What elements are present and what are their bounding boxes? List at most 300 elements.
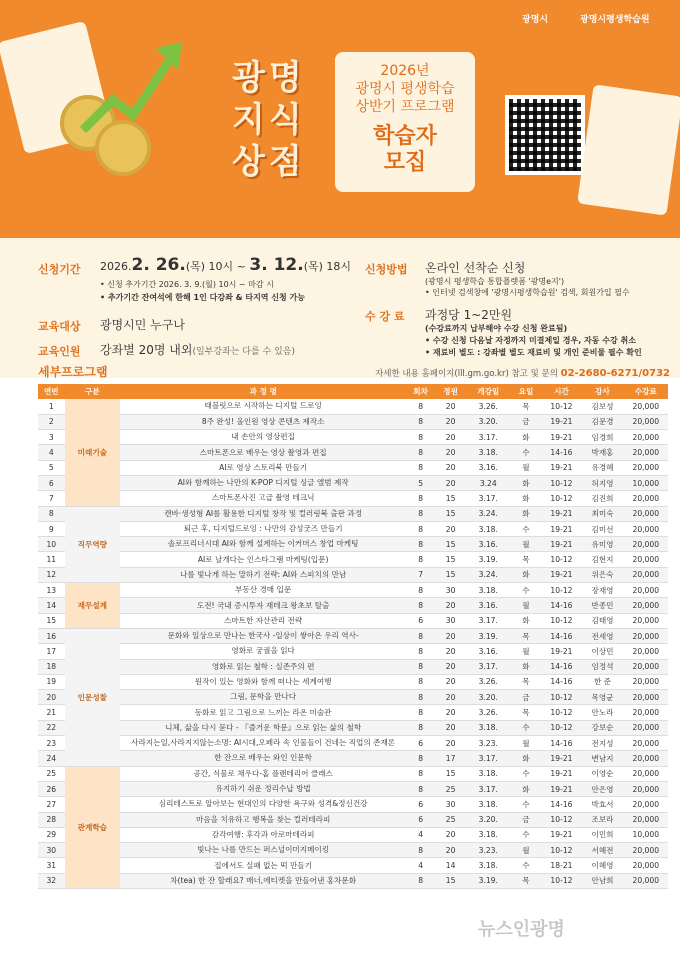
table-cell: 19-21 (542, 567, 582, 582)
column-header: 요일 (510, 384, 541, 399)
table-cell: 20,000 (624, 720, 668, 735)
table-cell: 3.18. (466, 720, 510, 735)
table-cell: 6 (406, 736, 435, 751)
table-cell: 24 (38, 751, 65, 766)
table-row (38, 491, 668, 506)
table-cell: 10-12 (542, 812, 582, 827)
table-cell: 19-21 (542, 430, 582, 445)
course-title-cell: 영화로 읽는 철학 : 실존주의 편 (120, 659, 406, 674)
table-cell: 1 (38, 399, 65, 414)
qr-code[interactable] (505, 95, 585, 175)
column-header: 과 정 명 (120, 384, 406, 399)
table-cell: 8 (406, 460, 435, 475)
fee-value: 과정당 1~2만원 (425, 308, 513, 322)
table-cell: 안노라 (581, 705, 623, 720)
column-header: 구분 (65, 384, 120, 399)
title-line1: 광명 (232, 58, 306, 98)
table-cell: 20 (435, 690, 466, 705)
table-cell: 15 (435, 552, 466, 567)
table-cell: 20,000 (624, 766, 668, 781)
course-title-cell: 그림, 문학을 만나다 (120, 690, 406, 705)
table-cell: 화 (510, 491, 541, 506)
table-cell: 20 (435, 720, 466, 735)
table-cell: 8 (406, 766, 435, 781)
table-cell: 강보순 (581, 720, 623, 735)
table-cell: 이민희 (581, 827, 623, 842)
table-cell: 3.23. (466, 843, 510, 858)
table-cell: 31 (38, 858, 65, 873)
table-cell: 14-16 (542, 736, 582, 751)
subtitle-program: 광명시 평생학습 (355, 81, 455, 97)
fee-note3: • 재료비 별도 : 강좌별 별도 재료비 및 개인 준비물 필수 확인 (425, 348, 642, 357)
table-cell: 김보성 (581, 399, 623, 414)
table-cell: 20,000 (624, 399, 668, 414)
table-cell: 20,000 (624, 690, 668, 705)
table-cell: 10-12 (542, 720, 582, 735)
table-cell: 18-21 (542, 858, 582, 873)
course-title-cell: AI로 영상 스토리북 만들기 (120, 460, 406, 475)
table-cell: 3.26. (466, 674, 510, 689)
table-cell: 김태영 (581, 613, 623, 628)
table-cell: 20,000 (624, 797, 668, 812)
table-cell: 20 (435, 460, 466, 475)
course-title-cell: 감각여행: 후각과 아로마테라피 (120, 827, 406, 842)
table-cell: 이영순 (581, 766, 623, 781)
table-cell: 이상민 (581, 644, 623, 659)
table-cell: 김문경 (581, 414, 623, 429)
table-cell: 20,000 (624, 430, 668, 445)
method-label: 신청방법 (365, 263, 408, 276)
apply-period-label: 신청기간 (38, 263, 81, 276)
table-cell: 19-21 (542, 827, 582, 842)
table-cell: 6 (38, 475, 65, 490)
title-line2: 지식 (232, 100, 306, 140)
course-title-cell: 공간, 식물로 채우다-홈 플랜테리어 클래스 (120, 766, 406, 781)
course-title-cell: 차(tea) 한 잔 할래요? 매너,에티켓을 만들어낸 홍차문화 (120, 873, 406, 888)
table-cell: 수 (510, 827, 541, 842)
table-cell: 목영균 (581, 690, 623, 705)
table-cell: 8 (406, 521, 435, 536)
table-cell: 10-12 (542, 399, 582, 414)
table-cell: 20 (435, 827, 466, 842)
table-cell: 28 (38, 812, 65, 827)
table-row (38, 445, 668, 460)
course-title-cell: 8주 완성! 올인원 영상 콘텐츠 제작소 (120, 414, 406, 429)
recruit-line2: 모집 (383, 150, 427, 175)
table-cell: 17 (435, 751, 466, 766)
table-cell: 유미영 (581, 537, 623, 552)
table-cell: 15 (435, 537, 466, 552)
table-cell: 20,000 (624, 812, 668, 827)
table-cell: 10-12 (542, 613, 582, 628)
table-cell: 이혜영 (581, 858, 623, 873)
extra-period: • 신청 추가기간 2026. 3. 9.(월) 10시 ~ 마감 시 (100, 280, 274, 289)
table-cell: 8 (406, 843, 435, 858)
table-cell: 14 (38, 598, 65, 613)
table-cell: 20 (435, 475, 466, 490)
table-cell: 16 (38, 628, 65, 643)
table-cell: 3.17. (466, 781, 510, 796)
table-cell: 3.18. (466, 445, 510, 460)
table-cell: 화 (510, 751, 541, 766)
course-title-cell: AI와 함께하는 나만의 K-POP 디지털 싱글 앨범 제작 (120, 475, 406, 490)
extra-note: • 추가기간 잔여석에 한해 1인 다강좌 & 타지역 신청 가능 (100, 293, 306, 302)
table-cell: 8 (406, 430, 435, 445)
subtitle-box (335, 52, 475, 192)
column-header: 강사 (581, 384, 623, 399)
table-cell: 14-16 (542, 445, 582, 460)
table-row (38, 797, 668, 812)
program-table (38, 384, 668, 889)
table-cell: 20,000 (624, 598, 668, 613)
table-cell: 박효서 (581, 797, 623, 812)
method-note1: (광명시 평생학습 통합플랫폼 '광명e지') (425, 277, 565, 286)
table-cell: 19-21 (542, 521, 582, 536)
table-cell: 3.17. (466, 659, 510, 674)
table-cell: 10-12 (542, 552, 582, 567)
table-cell: 14-16 (542, 674, 582, 689)
table-cell: 8 (406, 690, 435, 705)
table-cell: 20,000 (624, 873, 668, 888)
table-cell: 3.19. (466, 552, 510, 567)
table-cell: 3.18. (466, 583, 510, 598)
table-cell: 6 (406, 812, 435, 827)
table-cell: 서혜전 (581, 843, 623, 858)
table-cell: 수 (510, 858, 541, 873)
table-cell: 20,000 (624, 628, 668, 643)
table-cell: 20,000 (624, 736, 668, 751)
table-row (38, 781, 668, 796)
table-cell: 10-12 (542, 491, 582, 506)
table-cell: 19-21 (542, 414, 582, 429)
table-cell: 수 (510, 583, 541, 598)
table-cell: 전세영 (581, 628, 623, 643)
table-cell: 9 (38, 521, 65, 536)
table-cell: 3.17. (466, 491, 510, 506)
table-cell: 4 (406, 827, 435, 842)
table-cell: 8 (406, 659, 435, 674)
course-title-cell: 문화와 일상으로 만나는 한국사 -일상이 쌓아온 우리 역사- (120, 628, 406, 643)
table-cell: 12 (38, 567, 65, 582)
table-cell: 금 (510, 690, 541, 705)
table-row (38, 873, 668, 888)
table-cell: 14-16 (542, 598, 582, 613)
fee-note2: • 수강 신청 다음날 자정까지 미결제일 경우, 자동 수강 취소 (425, 336, 636, 345)
table-cell: 14 (435, 858, 466, 873)
course-title-cell: 스마트한 자산관리 전략 (120, 613, 406, 628)
course-title-cell: 태블릿으로 시작하는 디지털 드로잉 (120, 399, 406, 414)
table-cell: 최미숙 (581, 506, 623, 521)
course-title-cell: 나를 빛나게 하는 말하기 전략: AI와 스피치의 만남 (120, 567, 406, 582)
table-cell: 한 준 (581, 674, 623, 689)
table-row (38, 475, 668, 490)
table-cell: 20 (435, 736, 466, 751)
table-cell: 3.26. (466, 705, 510, 720)
table-cell: 15 (435, 491, 466, 506)
table-cell: 19-21 (542, 460, 582, 475)
table-cell: 월 (510, 537, 541, 552)
course-title-cell: 스마트폰으로 배우는 영상 촬영과 편집 (120, 445, 406, 460)
table-cell: 19-21 (542, 644, 582, 659)
table-cell: 6 (406, 797, 435, 812)
table-cell: 7 (38, 491, 65, 506)
institute-logo: 광명시평생학습원 (580, 15, 650, 25)
course-title-cell: 도전! 국내 증시투자 재테크 왕초보 탈출 (120, 598, 406, 613)
table-cell: 8 (406, 873, 435, 888)
table-cell: 20,000 (624, 781, 668, 796)
table-cell: 4 (38, 445, 65, 460)
table-cell: 위은숙 (581, 567, 623, 582)
table-cell: 김진희 (581, 491, 623, 506)
table-cell: 월 (510, 644, 541, 659)
table-cell: 8 (406, 751, 435, 766)
table-cell: 3.19. (466, 628, 510, 643)
table-cell: 조보라 (581, 812, 623, 827)
course-title-cell: AI로 날개다는 인스타그램 마케팅(입문) (120, 552, 406, 567)
subtitle-year: 2026년 (380, 63, 430, 79)
table-cell: 3.26. (466, 399, 510, 414)
table-cell: 14-16 (542, 628, 582, 643)
category-cell: 직무역량 (65, 506, 120, 582)
table-cell: 20,000 (624, 414, 668, 429)
table-cell: 목 (510, 705, 541, 720)
table-cell: 15 (38, 613, 65, 628)
course-title-cell: 동화로 읽고 그림으로 느끼는 라온 미술관 (120, 705, 406, 720)
table-cell: 8 (406, 491, 435, 506)
table-cell: 금 (510, 812, 541, 827)
table-cell: 3.16. (466, 644, 510, 659)
table-cell: 3.24 (466, 475, 510, 490)
table-row (38, 414, 668, 429)
fee-note1: (수강료까지 납부해야 수강 신청 완료됨) (425, 324, 568, 333)
table-cell: 유경혜 (581, 460, 623, 475)
table-header-row (38, 384, 668, 399)
table-cell: 14-16 (542, 797, 582, 812)
target-label: 교육대상 (38, 320, 81, 333)
table-row (38, 659, 668, 674)
table-cell: 안남희 (581, 873, 623, 888)
table-cell: 3.17. (466, 751, 510, 766)
course-title-cell: 유지하기 쉬운 정리수납 방법 (120, 781, 406, 796)
table-cell: 8 (406, 598, 435, 613)
table-cell: 19-21 (542, 537, 582, 552)
table-cell: 화 (510, 613, 541, 628)
apply-period-value: 2026.2. 26.(목) 10시 ~ 3. 12.(목) 18시 (100, 255, 352, 275)
table-cell: 3.16. (466, 537, 510, 552)
recruit-line1: 학습자 (373, 124, 437, 149)
table-cell: 20,000 (624, 552, 668, 567)
table-cell: 15 (435, 766, 466, 781)
table-cell: 3.18. (466, 827, 510, 842)
table-row (38, 690, 668, 705)
table-cell: 8 (406, 399, 435, 414)
table-cell: 20,000 (624, 659, 668, 674)
course-title-cell: 영화로 궁궐을 읽다 (120, 644, 406, 659)
column-header: 시간 (542, 384, 582, 399)
table-cell: 18 (38, 659, 65, 674)
table-cell: 화 (510, 430, 541, 445)
table-cell: 30 (435, 613, 466, 628)
section-title: 세부프로그램 (38, 365, 108, 379)
course-title-cell: 빛나는 나를 만드는 퍼스널이미지메이킹 (120, 843, 406, 858)
column-header: 개강일 (466, 384, 510, 399)
table-cell: 8 (406, 705, 435, 720)
table-cell: 20,000 (624, 567, 668, 582)
table-row (38, 628, 668, 643)
table-cell: 20,000 (624, 843, 668, 858)
table-cell: 20 (435, 674, 466, 689)
column-header: 연번 (38, 384, 65, 399)
city-logo: 광명시 (522, 15, 549, 25)
table-cell: 10-12 (542, 843, 582, 858)
table-cell: 30 (435, 583, 466, 598)
category-cell: 인문성찰 (65, 628, 120, 766)
table-row (38, 567, 668, 582)
table-cell: 20 (435, 414, 466, 429)
table-row (38, 858, 668, 873)
table-row (38, 506, 668, 521)
table-row (38, 598, 668, 613)
method-note2: • 인터넷 검색창에 '광명시평생학습원' 검색, 회원가입 필수 (425, 288, 630, 297)
table-cell: 3.17. (466, 613, 510, 628)
table-cell: 19-21 (542, 781, 582, 796)
table-cell: 15 (435, 873, 466, 888)
table-cell: 8 (406, 583, 435, 598)
table-cell: 20,000 (624, 445, 668, 460)
column-header: 수강료 (624, 384, 668, 399)
table-cell: 10-12 (542, 705, 582, 720)
table-cell: 장재영 (581, 583, 623, 598)
table-cell: 8 (406, 506, 435, 521)
table-cell: 3.18. (466, 858, 510, 873)
table-cell: 김미선 (581, 521, 623, 536)
table-cell: 8 (406, 720, 435, 735)
table-cell: 19-21 (542, 751, 582, 766)
table-cell: 8 (406, 644, 435, 659)
table-cell: 월 (510, 736, 541, 751)
table-cell: 3.18. (466, 766, 510, 781)
table-row (38, 460, 668, 475)
table-cell: 3.17. (466, 430, 510, 445)
table-cell: 10 (38, 537, 65, 552)
table-cell: 전지성 (581, 736, 623, 751)
table-cell: 20,000 (624, 751, 668, 766)
table-cell: 20,000 (624, 705, 668, 720)
table-row (38, 705, 668, 720)
table-cell: 월 (510, 460, 541, 475)
table-cell: 20 (435, 843, 466, 858)
course-title-cell: 원작이 있는 영화와 함께 떠나는 세계여행 (120, 674, 406, 689)
table-cell: 10,000 (624, 475, 668, 490)
table-row (38, 521, 668, 536)
table-row (38, 613, 668, 628)
table-cell: 목 (510, 552, 541, 567)
course-title-cell: 집에서도 실패 없는 떡 만들기 (120, 858, 406, 873)
course-title-cell: 내 손안의 영상편집 (120, 430, 406, 445)
table-cell: 화 (510, 781, 541, 796)
table-cell: 23 (38, 736, 65, 751)
table-cell: 25 (435, 781, 466, 796)
table-cell: 20,000 (624, 521, 668, 536)
table-cell: 20 (435, 628, 466, 643)
table-cell: 8 (38, 506, 65, 521)
table-cell: 금 (510, 414, 541, 429)
table-cell: 20,000 (624, 674, 668, 689)
table-cell: 20,000 (624, 491, 668, 506)
capacity-value: 강좌별 20명 내외(일부강좌는 다를 수 있음) (100, 343, 295, 357)
hero-banner (0, 0, 680, 238)
table-cell: 20,000 (624, 537, 668, 552)
table-cell: 20,000 (624, 506, 668, 521)
table-cell: 5 (38, 460, 65, 475)
table-cell: 29 (38, 827, 65, 842)
table-cell: 20 (435, 705, 466, 720)
category-cell: 미래기술 (65, 399, 120, 506)
table-cell: 20 (435, 644, 466, 659)
table-cell: 20 (435, 659, 466, 674)
table-cell: 20 (435, 598, 466, 613)
table-cell: 13 (38, 583, 65, 598)
table-cell: 10,000 (624, 827, 668, 842)
course-title-cell: 한 잔으로 배우는 와인 인문학 (120, 751, 406, 766)
table-row (38, 751, 668, 766)
table-cell: 20 (38, 690, 65, 705)
table-cell: 19 (38, 674, 65, 689)
table-cell: 6 (406, 613, 435, 628)
table-cell: 3.20. (466, 414, 510, 429)
table-cell: 21 (38, 705, 65, 720)
table-cell: 3.18. (466, 797, 510, 812)
table-cell: 3.16. (466, 460, 510, 475)
table-row (38, 552, 668, 567)
course-title-cell: 솔로프리너시대 AI와 함께 설계하는 이커머스 창업 마케팅 (120, 537, 406, 552)
column-header: 정원 (435, 384, 466, 399)
table-cell: 20,000 (624, 644, 668, 659)
table-cell: 3.24. (466, 506, 510, 521)
table-row (38, 720, 668, 735)
table-cell: 20 (435, 399, 466, 414)
table-row (38, 766, 668, 781)
table-cell: 2 (38, 414, 65, 429)
table-cell: 10-12 (542, 690, 582, 705)
table-cell: 임경희 (581, 430, 623, 445)
table-cell: 19-21 (542, 766, 582, 781)
table-cell: 4 (406, 858, 435, 873)
table-cell: 27 (38, 797, 65, 812)
table-cell: 7 (406, 567, 435, 582)
table-cell: 32 (38, 873, 65, 888)
table-cell: 화 (510, 506, 541, 521)
table-row (38, 583, 668, 598)
table-row (38, 399, 668, 414)
table-cell: 30 (435, 797, 466, 812)
course-title-cell: 니체, 삶을 다시 묻다 - 『즐거운 학문』으로 읽는 삶의 철학 (120, 720, 406, 735)
table-cell: 22 (38, 720, 65, 735)
table-row (38, 644, 668, 659)
table-row (38, 736, 668, 751)
table-cell: 목 (510, 873, 541, 888)
table-cell: 11 (38, 552, 65, 567)
table-cell: 20,000 (624, 460, 668, 475)
table-row (38, 812, 668, 827)
table-row (38, 430, 668, 445)
table-cell: 목 (510, 628, 541, 643)
table-cell: 15 (435, 506, 466, 521)
table-cell: 목 (510, 674, 541, 689)
table-cell: 8 (406, 674, 435, 689)
course-title-cell: 사라지는일,사라지지않는소명: AI시대,오페라 속 인물들이 건네는 직업의 존재론 (120, 736, 406, 751)
table-body (38, 399, 668, 889)
